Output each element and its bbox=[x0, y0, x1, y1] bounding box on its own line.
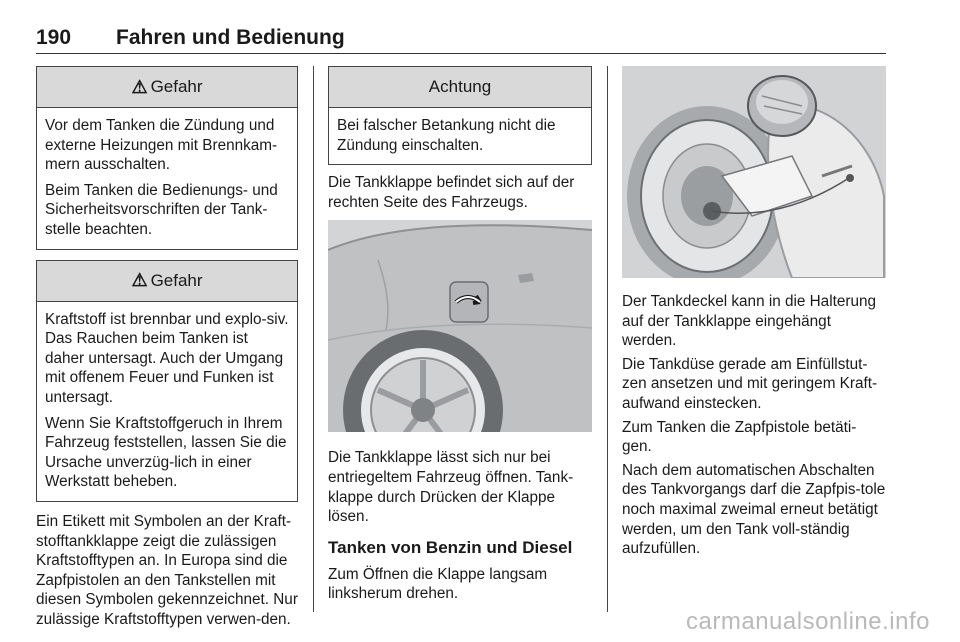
danger-text: Kraftstoff ist brennbar und explo-siv. Das Rauchen beim Tanken ist daher untersagt. Auch der Umgang mit offenem Feuer und Funken ist untersagt. bbox=[45, 310, 289, 406]
column-divider bbox=[607, 66, 608, 612]
danger-title: Gefahr bbox=[150, 77, 203, 96]
car-fuel-flap-illustration bbox=[328, 220, 592, 432]
caution-box-header bbox=[329, 67, 591, 108]
danger-box-body bbox=[37, 302, 297, 501]
column-left bbox=[36, 66, 298, 629]
flap-open-paragraph: Die Tankklappe lässt sich nur bei entriegeltem Fahrzeug öffnen. Tank-klappe durch Drücken der Klappe lösen. bbox=[328, 449, 574, 526]
caution-box-body bbox=[329, 108, 591, 164]
caution-box bbox=[328, 66, 592, 165]
danger-text: Vor dem Tanken die Zündung und externe Heizungen mit Brennkam-mern ausschalten. bbox=[45, 117, 278, 174]
column-right bbox=[622, 66, 886, 559]
page-header bbox=[36, 26, 886, 54]
page-number: 190 bbox=[36, 26, 72, 49]
danger-box-header bbox=[37, 67, 297, 108]
danger-title: Gefahr bbox=[150, 270, 203, 290]
danger-box-body bbox=[37, 108, 297, 249]
danger-text: Wenn Sie Kraftstoffgeruch in Ihrem Fahrzeug feststellen, lassen Sie die Ursache unverzüg-lich in einer Werkstatt beheben. bbox=[45, 414, 287, 491]
caution-text: Bei falscher Betankung nicht die Zündung einschalten. bbox=[337, 117, 556, 154]
instruction-paragraph: Die Tankdüse gerade am Einfüllstut-zen ansetzen und mit geringem Kraft-aufwand einstecken. bbox=[622, 355, 878, 412]
fuel-label-paragraph: Ein Etikett mit Symbolen an der Kraft-stofftankklappe zeigt die zulässigen Kraftstofftypen an. In Europa sind die Zapfpistolen an den Tankstellen mit diesen Symbolen gekennzeichnet. Nur zulässige Kraftstofftypen verwen-den. bbox=[36, 512, 298, 628]
instruction-paragraph: Nach dem automatischen Abschalten des Tankvorgangs darf die Zapfpis-tole noch maximal zweimal erneut betätigt werden, um den Tank voll-ständig aufzufüllen. bbox=[622, 461, 886, 558]
warning-triangle-icon: ⚠ bbox=[131, 270, 148, 291]
danger-text: Beim Tanken die Bedienungs- und Sicherheitsvorschriften der Tank-stelle beachten. bbox=[45, 181, 278, 238]
danger-box-2 bbox=[36, 260, 298, 502]
fuel-cap-illustration bbox=[622, 66, 886, 278]
instructions-text bbox=[622, 292, 886, 559]
refuel-heading: Tanken von Benzin und Diesel bbox=[328, 537, 573, 557]
instruction-paragraph: Der Tankdeckel kann in die Halterung auf der Tankklappe eingehängt werden. bbox=[622, 293, 876, 350]
section-title: Fahren und Bedienung bbox=[116, 26, 345, 49]
column-divider bbox=[313, 66, 314, 612]
column-middle bbox=[328, 66, 592, 604]
danger-box-1 bbox=[36, 66, 298, 250]
flap-location-paragraph: Die Tankklappe befindet sich auf der rechten Seite des Fahrzeugs. bbox=[328, 174, 575, 211]
instruction-paragraph: Zum Tanken die Zapfpistole betäti-gen. bbox=[622, 418, 857, 456]
danger-box-header bbox=[37, 261, 297, 302]
cap-open-paragraph: Zum Öffnen die Klappe langsam linksherum drehen. bbox=[328, 565, 548, 603]
warning-triangle-icon: ⚠ bbox=[131, 76, 148, 97]
caution-title: Achtung bbox=[428, 77, 492, 96]
watermark: carmanualsonline.info bbox=[686, 608, 930, 635]
